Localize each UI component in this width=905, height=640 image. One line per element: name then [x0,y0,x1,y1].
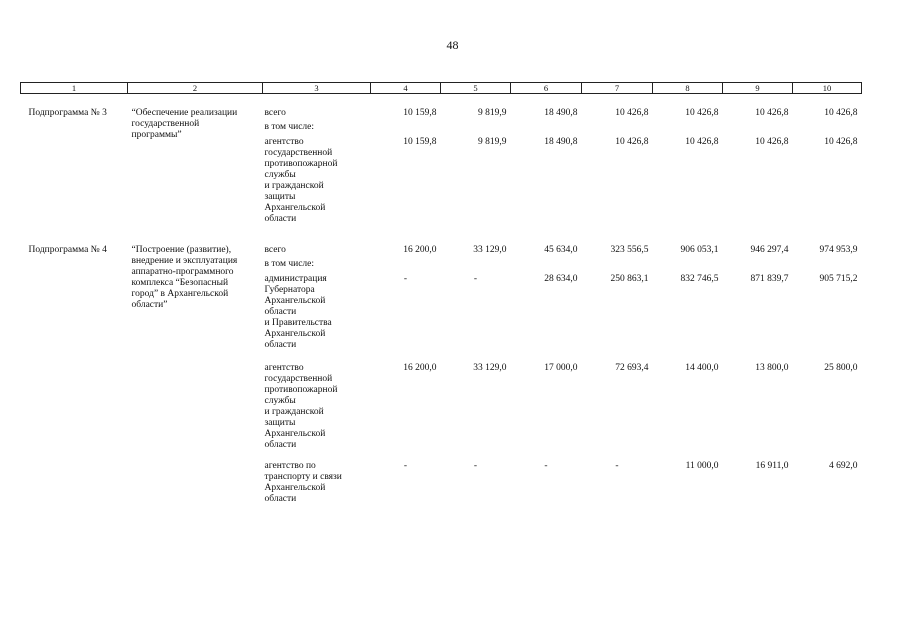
value-cell: 832 746,5 [680,273,719,284]
executor-label: агентство государственной противопожарной службы и гражданской защиты Архангельской области [264,136,338,224]
total-label: всего [264,107,286,118]
column-header: 8 [653,83,723,94]
value-cell: 28 634,0 [544,273,578,284]
column-header: 7 [582,83,653,94]
value-cell: 33 129,0 [473,362,507,373]
value-cell: 17 000,0 [544,362,578,373]
value-cell: 10 426,8 [824,107,858,118]
column-header: 3 [263,83,371,94]
value-cell: - [473,460,478,471]
column-header: 6 [511,83,582,94]
value-cell: 250 863,1 [610,273,649,284]
value-cell: 13 800,0 [755,362,789,373]
value-cell: 10 426,8 [615,136,649,147]
value-cell: 45 634,0 [544,244,578,255]
value-cell: 16 200,0 [403,244,437,255]
value-cell: 18 490,8 [544,136,578,147]
value-cell: 72 693,4 [615,362,649,373]
column-header: 9 [723,83,793,94]
total-label: всего [264,244,286,255]
value-cell: 10 426,8 [685,136,719,147]
executor-label: администрация Губернатора Архангельской области и Правительства Архангельской области [264,273,332,350]
value-cell: 906 053,1 [680,244,719,255]
value-cell: 871 839,7 [750,273,789,284]
column-number-row [21,83,862,94]
value-cell: 10 159,8 [403,107,437,118]
value-cell: 11 000,0 [685,460,719,471]
value-cell: 946 297,4 [750,244,789,255]
including-label: в том числе: [264,258,315,269]
value-cell: - [403,273,408,284]
value-cell: 4 692,0 [829,460,858,471]
value-cell: 10 426,8 [615,107,649,118]
value-cell: 905 715,2 [819,273,858,284]
value-cell: 33 129,0 [473,244,507,255]
value-cell: - [544,460,548,471]
subprogram-3-title: “Обеспечение реализации государственной программы” [131,107,238,140]
value-cell: 323 556,5 [610,244,649,255]
value-cell: 10 426,8 [685,107,719,118]
column-header: 4 [371,83,441,94]
value-cell: 16 200,0 [403,362,437,373]
column-header: 1 [21,83,128,94]
executor-label: агентство государственной противопожарной службы и гражданской защиты Архангельской области [264,362,338,450]
subprogram-4-total-row [21,245,862,256]
executor-label: агентство по транспорту и связи Архангельской области [264,460,342,504]
value-cell: - [403,460,408,471]
value-cell: 974 953,9 [819,244,858,255]
subprogram-3-total-row [21,108,862,119]
subprogram-4-name: Подпрограмма № 4 [28,244,107,255]
value-cell: 9 819,9 [478,107,507,118]
column-header: 5 [441,83,511,94]
subprogram-3-name: Подпрограмма № 3 [28,107,107,118]
value-cell: - [615,460,619,471]
value-cell: 10 426,8 [824,136,858,147]
value-cell: 18 490,8 [544,107,578,118]
value-cell: 25 800,0 [824,362,858,373]
value-cell: 10 426,8 [755,136,789,147]
value-cell: 10 159,8 [403,136,437,147]
value-cell: 9 819,9 [478,136,507,147]
page-number: 48 [446,38,459,52]
including-label: в том числе: [264,121,315,132]
value-cell: 16 911,0 [755,460,789,471]
budget-table [20,82,862,505]
column-header: 10 [793,83,862,94]
subprogram-4-title: “Построение (развитие), внедрение и эксплуатация аппаратно-программного комплекса “Безопасный город” в Архангельской области” [131,244,238,310]
value-cell: 14 400,0 [685,362,719,373]
column-header: 2 [128,83,263,94]
value-cell: - [473,273,478,284]
value-cell: 10 426,8 [755,107,789,118]
